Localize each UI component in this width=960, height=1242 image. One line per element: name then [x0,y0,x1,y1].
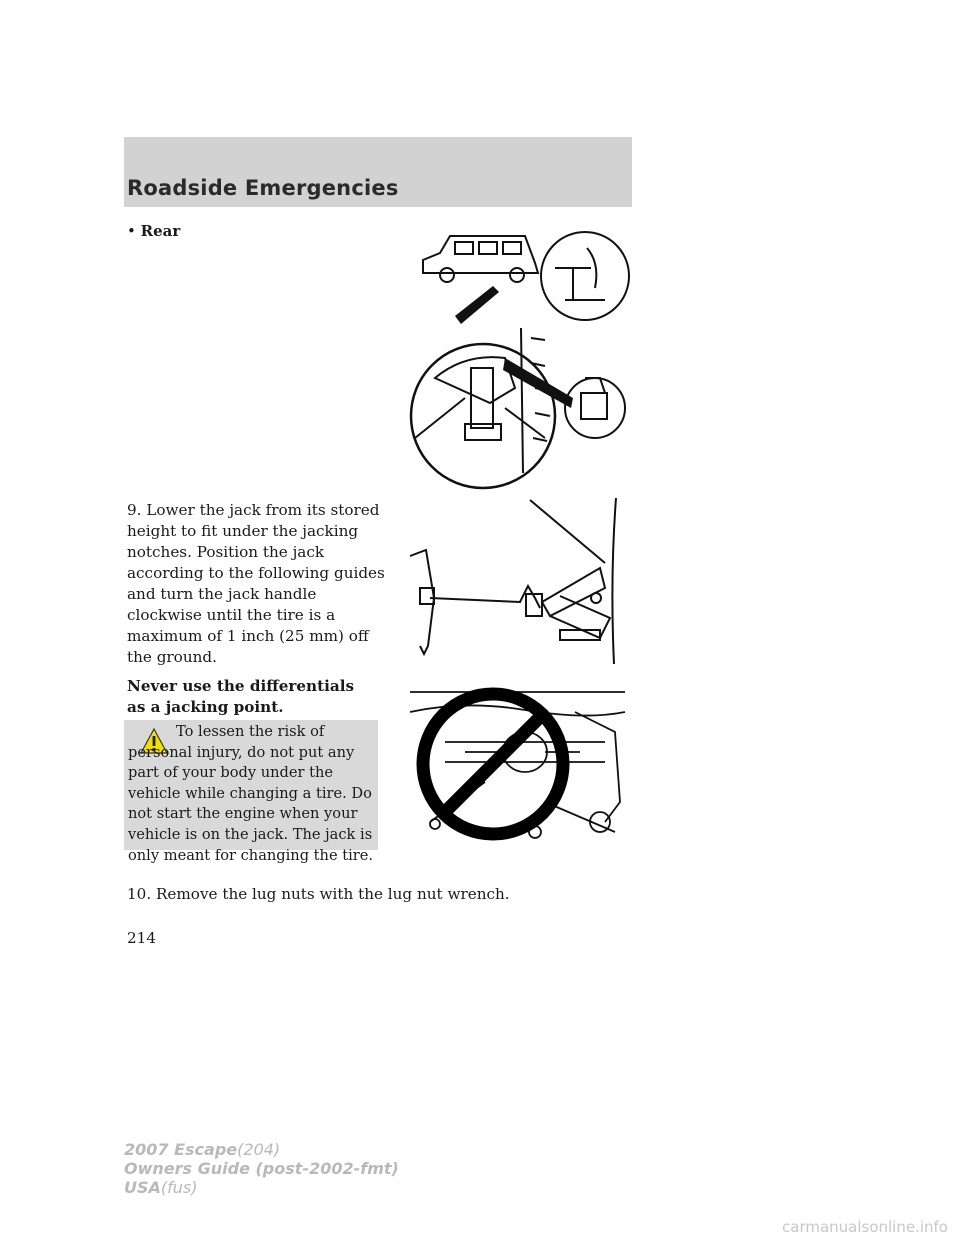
section-title: Roadside Emergencies [127,176,399,200]
rear-jack-point-illustration [395,228,635,490]
warning-box [124,720,378,864]
step-10-text: 10. Remove the lug nuts with the lug nut wrench. [127,885,510,903]
differential-prohibited-illustration [405,682,633,852]
warning-text: To lessen the risk of personal injury, do not put any part of your body under the vehicle while changing a tire. Do not start the engine when your vehicle is on the jack. The jack is only meant for changing the tire. [128,723,374,864]
bullet-rear [127,222,180,240]
watermark: carmanualsonline.info [782,1218,948,1236]
page-number: 214 [127,929,156,947]
document-footer: 2007 Escape(204) Owners Guide (post-2002-fmt) USA(fus) [124,1140,399,1197]
bullet-label: Rear [140,222,181,240]
jack-handle-illustration [400,498,628,664]
warning-heading: Never use the differentials as a jacking point. [127,677,355,716]
step-9-text: 9. Lower the jack from its stored height to fit under the jacking notches. Position the jack according to the following guides and turn the jack handle clockwise until the tire is a maximum of 1 inch (25 mm) off the ground. [127,501,385,666]
bullet-marker: • [127,222,136,240]
